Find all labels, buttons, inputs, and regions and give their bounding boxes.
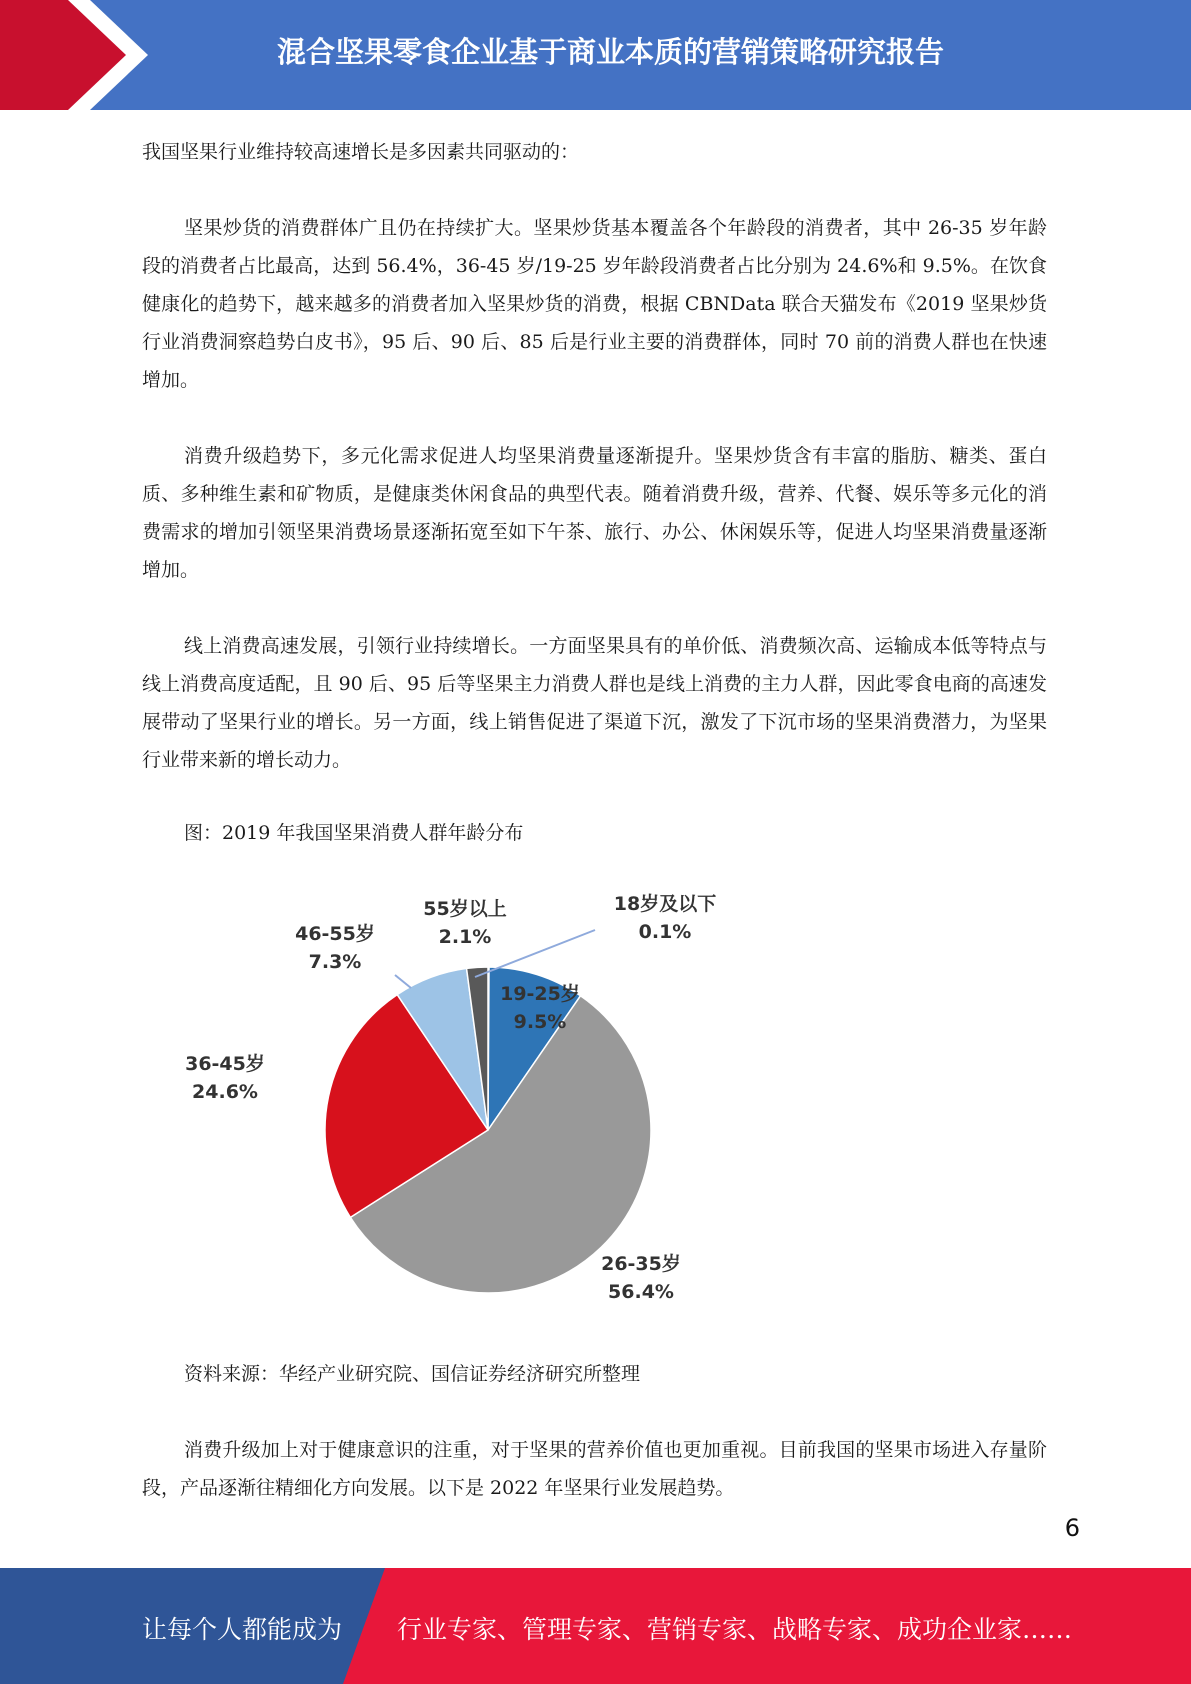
page-number: 6 bbox=[1064, 1514, 1080, 1542]
slice-value-0: 0.1% bbox=[638, 921, 692, 943]
age-distribution-pie-chart bbox=[175, 880, 735, 1320]
leader-line-4 bbox=[395, 975, 411, 988]
pie-slices bbox=[325, 967, 651, 1293]
intro-paragraph: 我国坚果行业维持较高速增长是多因素共同驱动的： bbox=[142, 141, 580, 163]
slice-value-5: 2.1% bbox=[438, 926, 492, 948]
header-title: 混合坚果零食企业基于商业本质的营销策略研究报告 bbox=[276, 36, 944, 69]
slice-label-1: 19-25岁 bbox=[500, 983, 580, 1005]
source-note: 资料来源：华经产业研究院、国信证券经济研究所整理 bbox=[184, 1363, 641, 1385]
slice-value-1: 9.5% bbox=[513, 1011, 567, 1033]
paragraph-consumption-upgrade: 消费升级趋势下，多元化需求促进人均坚果消费量逐渐提升。坚果炒货含有丰富的脂肪、糖类、蛋白质、多种维生素和矿物质，是健康类休闲食品的典型代表。随着消费升级，营养、代餐、娱乐等多元化的消费需求的增加引领坚果消费场景逐渐拓宽至如下午茶、旅行、办公、休闲娱乐等，促进人均坚果消费量逐渐增加。 bbox=[142, 445, 1047, 581]
leader-line-0 bbox=[475, 930, 595, 977]
slice-label-0: 18岁及以下 bbox=[613, 893, 717, 915]
footer-slogan-left: 让每个人都能成为 bbox=[142, 1615, 343, 1644]
slice-label-5: 55岁以上 bbox=[423, 898, 507, 920]
header-arrow-decoration bbox=[0, 0, 160, 110]
slice-label-3: 36-45岁 bbox=[185, 1053, 265, 1075]
footer-slogan-right: 行业专家、管理专家、营销专家、战略专家、成功企业家…… bbox=[397, 1615, 1073, 1644]
slice-label-4: 46-55岁 bbox=[295, 923, 375, 945]
page-header bbox=[0, 0, 1191, 110]
slice-value-3: 24.6% bbox=[192, 1081, 258, 1103]
paragraph-market-trend: 消费升级加上对于健康意识的注重，对于坚果的营养价值也更加重视。目前我国的坚果市场进入存量阶段，产品逐渐往精细化方向发展。以下是 2022 年坚果行业发展趋势。 bbox=[142, 1439, 1047, 1499]
slice-value-2: 56.4% bbox=[608, 1281, 674, 1303]
slice-label-2: 26-35岁 bbox=[601, 1253, 681, 1275]
figure-caption: 图：2019 年我国坚果消费人群年龄分布 bbox=[184, 822, 524, 844]
paragraph-online-consumption: 线上消费高速发展，引领行业持续增长。一方面坚果具有的单价低、消费频次高、运输成本低等特点与线上消费高度适配，且 90 后、95 后等坚果主力消费人群也是线上消费的主力人群，因此零食电商的高速发展带动了坚果行业的增长。另一方面，线上销售促进了渠道下沉，激发了下沉市场的坚果消费潜力，为坚果行业带来新的增长动力。 bbox=[142, 635, 1047, 771]
slice-value-4: 7.3% bbox=[308, 951, 362, 973]
paragraph-consumer-groups: 坚果炒货的消费群体广且仍在持续扩大。坚果炒货基本覆盖各个年龄段的消费者，其中 26-35 岁年龄段的消费者占比最高，达到 56.4%，36-45 岁/19-25 岁年龄段消费者占比分别为 24.6%和 9.5%。在饮食健康化的趋势下，越来越多的消费者加入坚果炒货的消费，根据 CBNData 联合天猫发布《2019 坚果炒货行业消费洞察趋势白皮书》，95 后、90 后、85 后是行业主要的消费群体，同时 70 前的消费人群也在快速增加。 bbox=[142, 217, 1047, 391]
